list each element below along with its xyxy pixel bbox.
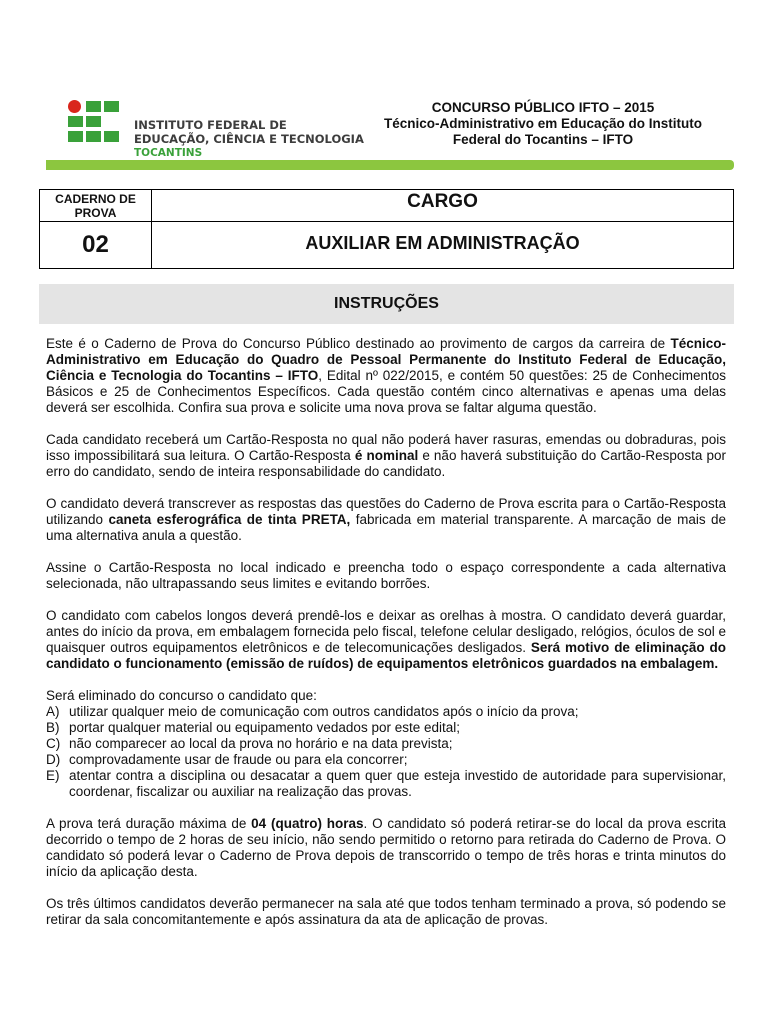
p6-text-b: 04 (quatro) horas	[251, 816, 364, 831]
logo-line-1: INSTITUTO FEDERAL DE	[134, 118, 287, 132]
institution-logo	[46, 86, 376, 158]
logo-mark-icon	[68, 100, 124, 148]
p2-text-c: e não haverá substituição do Cartão-Resposta por erro do candidato, sendo de inteira responsabilidade do candidato.	[46, 448, 727, 479]
list-item-letter: A)	[46, 704, 60, 719]
list-item	[46, 752, 726, 768]
list-item-text: atentar contra a disciplina ou desacatar a quem quer que esteja investido de autoridade para supervisionar, coordenar, fiscalizar ou auxiliar na realização das provas.	[69, 768, 726, 799]
contest-line-1: CONCURSO PÚBLICO IFTO – 2015	[431, 100, 655, 115]
p2-text-b: é nominal	[354, 448, 419, 463]
list-item-text: não comparecer ao local da prova no horário e na data prevista;	[69, 736, 453, 751]
logo-text	[134, 118, 364, 160]
paragraph-6	[46, 816, 726, 880]
p1-text-a: Este é o Caderno de Prova do Concurso Público destinado ao provimento de cargos da carreira de	[46, 336, 671, 351]
list-item-letter: D)	[46, 752, 61, 767]
p5-text-b: Será motivo de eliminação do candidato o funcionamento (emissão de ruídos) de equipamentos eletrônicos guardados na embalagem.	[46, 640, 726, 671]
list-item	[46, 704, 726, 720]
contest-title	[370, 100, 716, 148]
list-item-text: comprovadamente usar de fraude ou para ela concorrer;	[69, 752, 408, 767]
list-item-letter: E)	[46, 768, 60, 783]
instructions-title: INSTRUÇÕES	[39, 284, 734, 324]
p1-text-b: Técnico-Administrativo em Educação do Quadro de Pessoal Permanente do Instituto Federal de Educação, Ciência e Tecnologia do Tocantins – IFTO	[46, 336, 726, 383]
p3-text-a: O candidato deverá transcrever as respostas das questões do Caderno de Prova escrita para o Cartão-Resposta utilizando	[46, 496, 726, 527]
caderno-value: 02	[40, 222, 152, 268]
p3-text-c: fabricada em material transparente. A marcação de mais de uma alternativa anula a questão.	[46, 512, 726, 543]
logo-line-3: TOCANTINS	[134, 147, 203, 159]
paragraph-3	[46, 496, 726, 544]
paragraph-1	[46, 336, 726, 416]
cargo-label: CARGO	[152, 190, 733, 222]
elimination-list	[46, 704, 726, 800]
contest-line-3: Federal do Tocantins – IFTO	[452, 132, 634, 147]
list-item-text: utilizar qualquer meio de comunicação com outros candidatos após o início da prova;	[69, 704, 579, 719]
list-item	[46, 768, 726, 800]
list-item-letter: C)	[46, 736, 61, 751]
cargo-value: AUXILIAR EM ADMINISTRAÇÃO	[305, 233, 580, 253]
paragraph-4: Assine o Cartão-Resposta no local indicado e preencha todo o espaço correspondente a cada alternativa selecionada, não ultrapassando seus limites e evitando borrões.	[46, 560, 726, 591]
cargo-table	[39, 189, 734, 269]
p1-text-c: , Edital nº 022/2015, e contém 50 questões: 25 de Conhecimentos Básicos e 25 de Conhecimentos Específicos. Cada questão contém cinco alternativas e apenas uma delas deverá ser escolhida. Confira sua prova e solicite uma nova prova se faltar alguma questão.	[46, 368, 726, 415]
instructions-body	[46, 336, 726, 944]
elimination-intro: Será eliminado do concurso o candidato que:	[46, 688, 317, 703]
p5-text-a: O candidato com cabelos longos deverá prendê-los e deixar as orelhas à mostra. O candidato deverá guardar, antes do início da prova, em embalagem fornecida pelo fiscal, telefone celular desligado, relógios, óculos de sol e quaisquer outros equipamentos eletrônicos e de telecomunicações desligados.	[46, 608, 726, 655]
p3-text-b: caneta esferográfica de tinta PRETA,	[108, 512, 351, 527]
paragraph-5	[46, 608, 726, 672]
paragraph-7: Os três últimos candidatos deverão permanecer na sala até que todos tenham terminado a prova, só podendo se retirar da sala concomitantemente e após assinatura da ata de aplicação de provas.	[46, 896, 726, 927]
header-divider	[46, 160, 734, 170]
contest-line-2: Técnico-Administrativo em Educação do Instituto	[383, 116, 703, 131]
logo-line-2: EDUCAÇÃO, CIÊNCIA E TECNOLOGIA	[134, 132, 364, 146]
list-item-text: portar qualquer material ou equipamento vedados por este edital;	[69, 720, 460, 735]
list-item	[46, 736, 726, 752]
p6-text-c: . O candidato só poderá retirar-se do local da prova escrita decorrido o tempo de 2 horas de seu início, não sendo permitido o retorno para retirada do Caderno de Prova. O candidato só poderá levar o Caderno de Prova depois de transcorrido o tempo de três horas e trinta minutos do início da aplicação desta.	[46, 816, 726, 879]
paragraph-2	[46, 432, 726, 480]
p2-text-a: Cada candidato receberá um Cartão-Resposta no qual não poderá haver rasuras, emendas ou dobraduras, pois isso impossibilitará sua leitura. O Cartão-Resposta	[46, 432, 726, 463]
list-item-letter: B)	[46, 720, 60, 735]
list-item	[46, 720, 726, 736]
p6-text-a: A prova terá duração máxima de	[46, 816, 252, 831]
caderno-label: CADERNO DE PROVA	[40, 190, 152, 222]
